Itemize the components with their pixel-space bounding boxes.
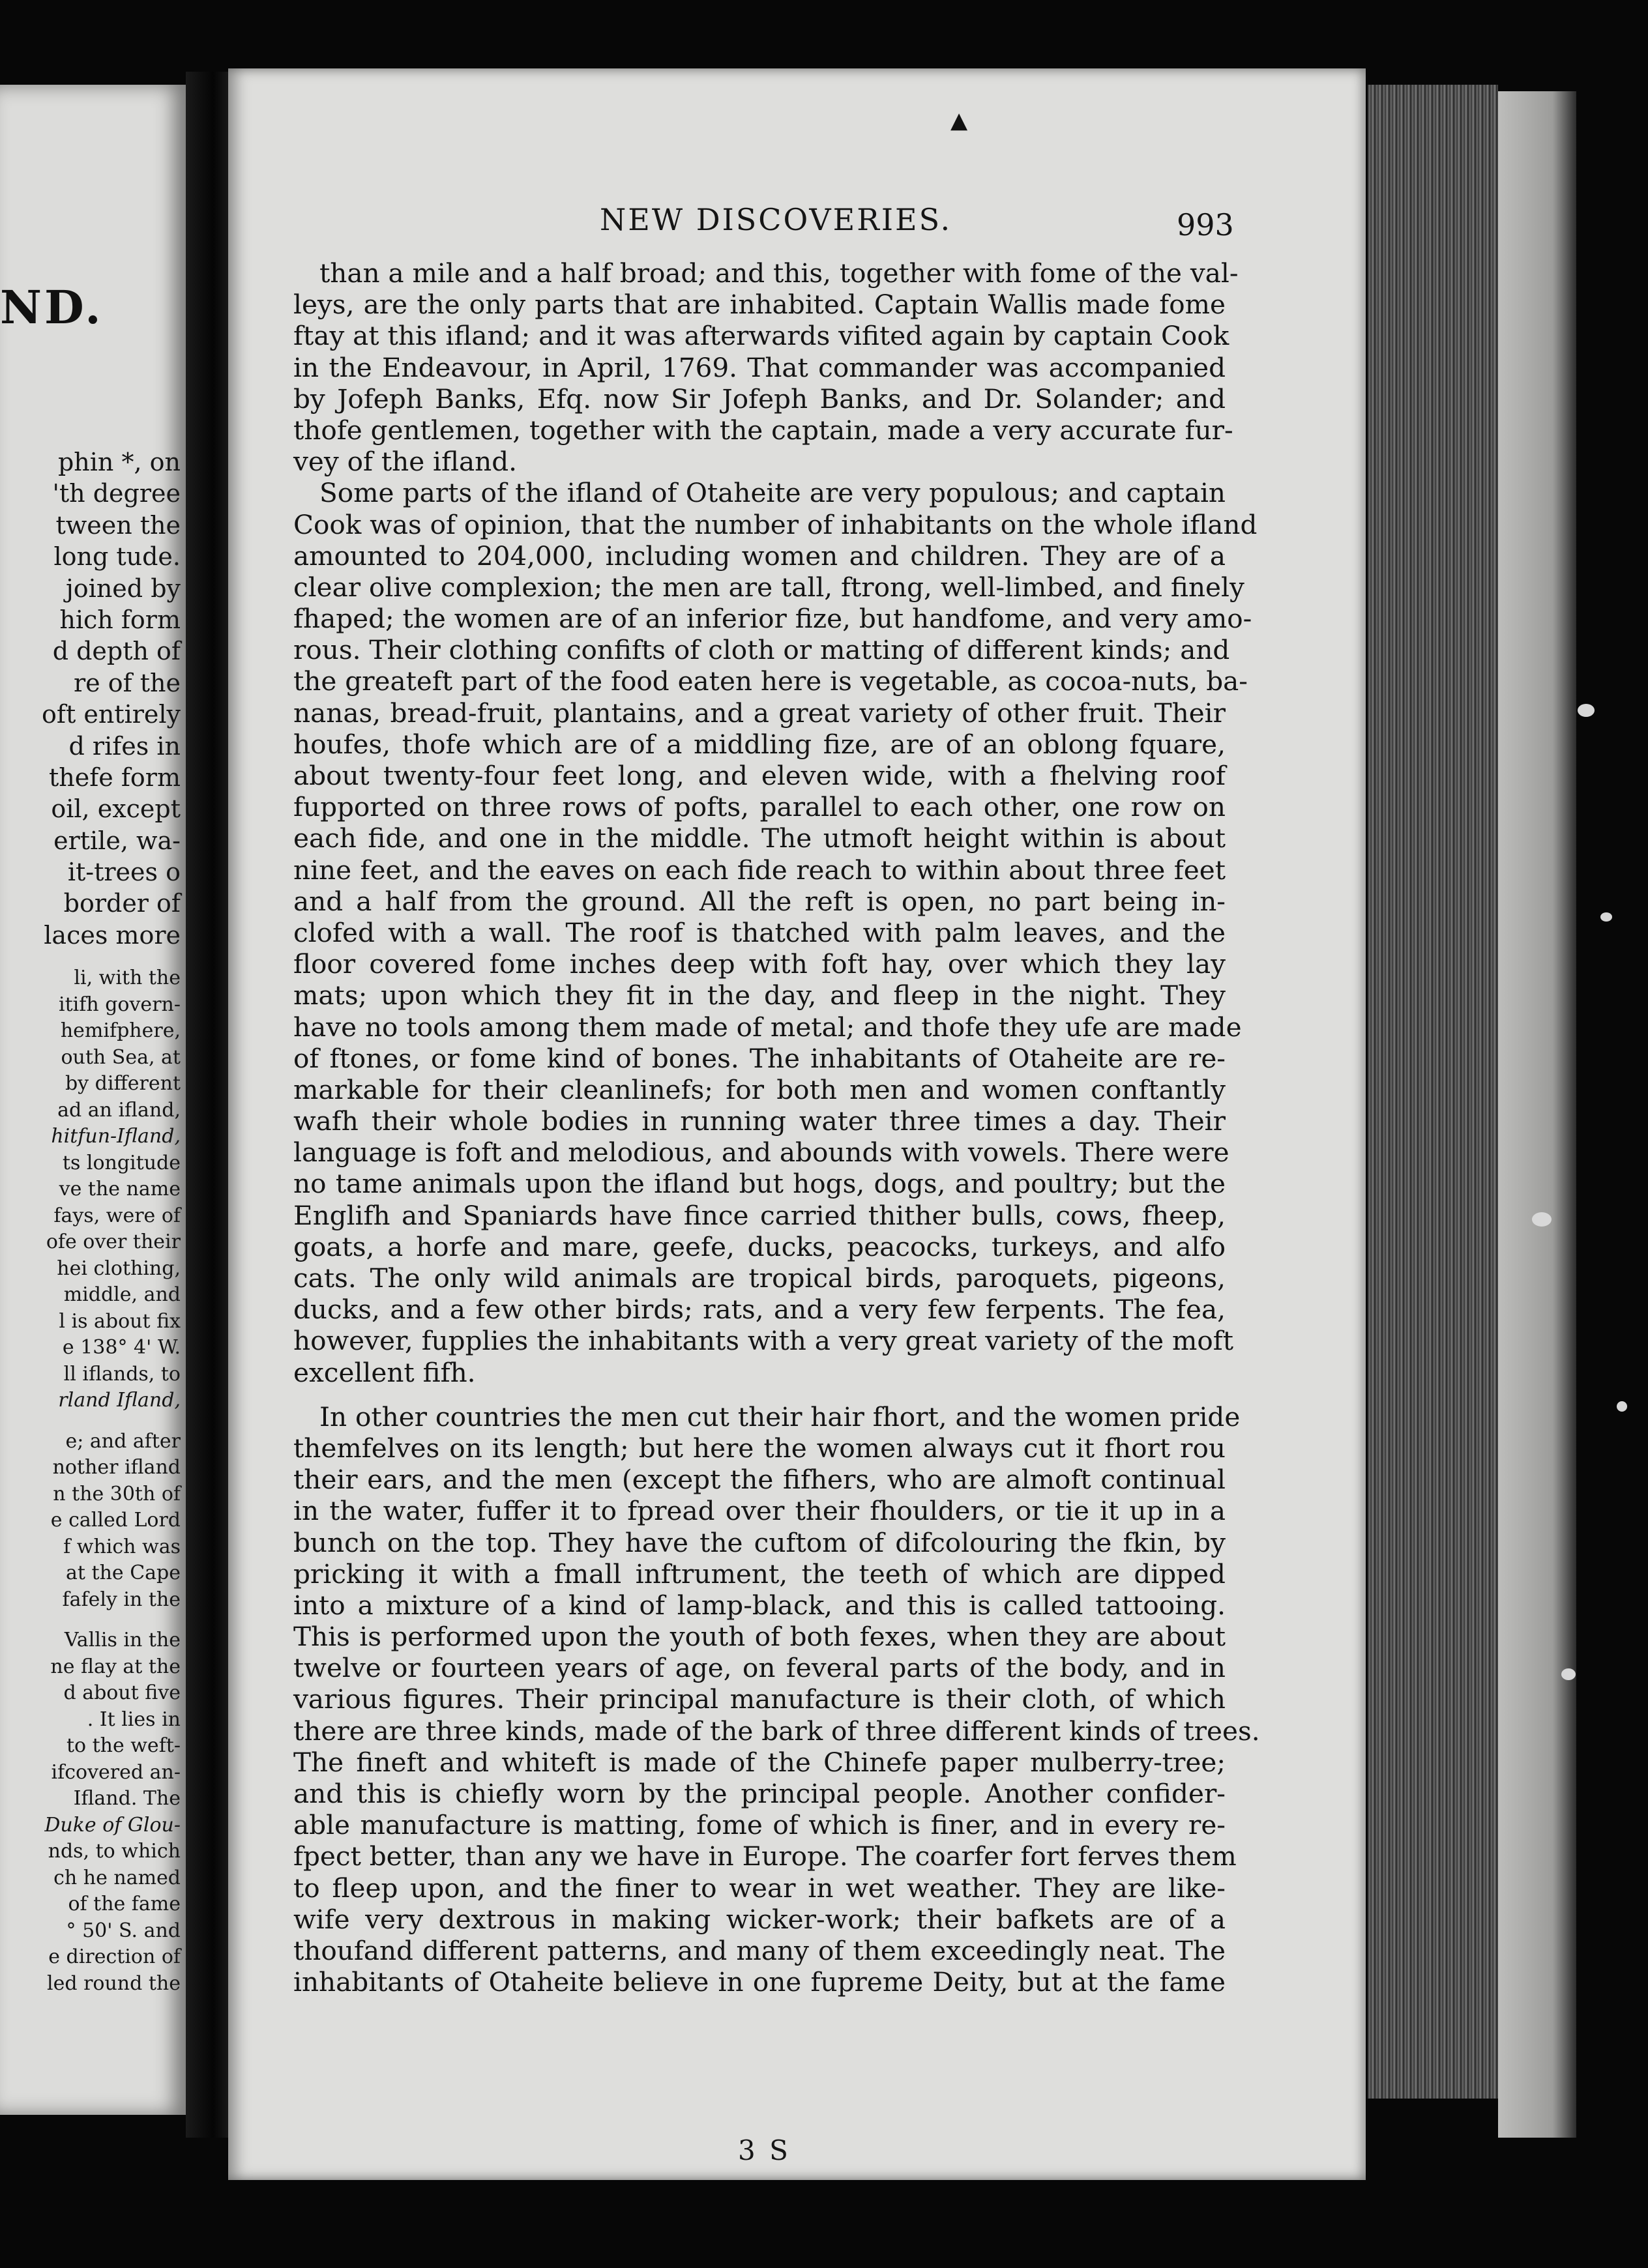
text-line: into a mixture of a kind of lamp-black, and this is called tattooing. xyxy=(293,1589,1226,1621)
left-page-line xyxy=(0,992,186,1019)
text-line: language is foft and melodious, and abounds with vowels. There were xyxy=(293,1137,1229,1169)
left-page-line xyxy=(0,1150,186,1177)
text-line: cats. The only wild animals are tropical birds, paroquets, pigeons, xyxy=(293,1262,1226,1294)
text-line: The fineft and whiteft is made of the Chinefe paper mulberry-tree; xyxy=(293,1746,1226,1778)
text-line: there are three kinds, made of the bark of three different kinds of trees. xyxy=(293,1715,1260,1747)
left-page-line xyxy=(0,1587,186,1614)
text-line: Englifh and Spaniards have fince carried thither bulls, cows, fheep, xyxy=(293,1199,1226,1231)
left-page-line xyxy=(0,699,186,730)
left-page-line xyxy=(0,1481,186,1508)
text-line: clofed with a wall. The roof is thatched with palm leaves, and the xyxy=(293,916,1226,948)
left-page-line-text: outh Sea, at xyxy=(61,1045,181,1069)
left-page-line-text: hei clothing, xyxy=(57,1257,181,1280)
back-cover-edge xyxy=(1498,91,1576,2138)
text-line: goats, a horfe and mare, geefe, ducks, peacocks, turkeys, and alfo xyxy=(293,1230,1226,1262)
left-page-line-text: hemifphere, xyxy=(60,1019,181,1043)
text-line: the greateft part of the food eaten here is vegetable, as cocoa-nuts, ba- xyxy=(293,665,1248,697)
text-line: their ears, and the men (except the fifhers, who are almoft continual xyxy=(293,1464,1226,1496)
text-line: bunch on the top. They have the cuftom of difcolouring the fkin, by xyxy=(293,1526,1226,1558)
left-page-line xyxy=(0,825,186,856)
left-page-line-text: . It lies in xyxy=(87,1708,181,1731)
left-page-line-text: d depth of xyxy=(52,637,181,666)
text-line: twelve or fourteen years of age, on feveral parts of the body, and in xyxy=(293,1652,1226,1684)
left-page-line xyxy=(0,1361,186,1388)
left-page-line-text: oft entirely xyxy=(42,700,181,729)
left-page-line xyxy=(0,1282,186,1309)
left-page-line xyxy=(0,731,186,762)
left-page-line xyxy=(0,762,186,793)
left-page-line xyxy=(0,1176,186,1203)
left-page-line xyxy=(0,635,186,667)
text-line: houfes, thofe which are of a middling fize, are of an oblong fquare, xyxy=(293,728,1226,760)
text-line: of ftones, or fome kind of bones. The inhabitants of Otaheite are re- xyxy=(293,1042,1226,1074)
left-page-line-text: itifh govern- xyxy=(59,993,181,1016)
book-gutter xyxy=(186,72,231,2138)
left-page-line xyxy=(0,1256,186,1283)
left-page-line-text: e; and after xyxy=(65,1429,181,1453)
text-line: ftay at this ifland; and it was afterwards vifited again by captain Cook xyxy=(293,320,1229,352)
left-page-line xyxy=(0,1786,186,1812)
left-page-line xyxy=(0,1309,186,1335)
left-page-line xyxy=(0,1918,186,1945)
left-page-line-text: l is about fix xyxy=(59,1309,181,1333)
page-fore-edge xyxy=(1368,85,1498,2099)
left-page-line-text: re of the xyxy=(74,668,181,697)
left-page-line xyxy=(0,1971,186,1998)
left-page-line-text: thefe form xyxy=(48,763,181,792)
text-line: thoufand different patterns, and many of them exceedingly neat. The xyxy=(293,1934,1226,1966)
left-page-line-text: Ifland. The xyxy=(73,1787,181,1810)
text-line: rous. Their clothing confifts of cloth or matting of different kinds; and xyxy=(293,634,1230,666)
left-page-line xyxy=(0,1124,186,1150)
left-page-line-text: by different xyxy=(65,1072,181,1096)
left-page-line xyxy=(0,1733,186,1760)
text-line: each fide, and one in the middle. The utmoft height within is about xyxy=(293,822,1226,854)
left-page-line xyxy=(0,510,186,541)
left-page-line-text: ofe over their xyxy=(46,1230,181,1254)
background-speck xyxy=(1532,1212,1552,1227)
paragraph xyxy=(293,477,1258,1388)
left-page-line-text: ll iflands, to xyxy=(63,1362,181,1386)
left-page-line-text: border of xyxy=(63,889,181,918)
left-page-line xyxy=(0,1018,186,1045)
left-page-line xyxy=(0,1560,186,1587)
text-line: about twenty-four feet long, and eleven wide, with a fhelving roof xyxy=(293,760,1226,791)
left-page-line xyxy=(0,1388,186,1414)
paragraph xyxy=(293,257,1239,478)
left-page-line-text: li, with the xyxy=(74,967,181,990)
left-page-line-text: nother ifland xyxy=(52,1456,181,1479)
left-page-line-text: joined by xyxy=(66,574,181,603)
left-page-line-text: hich form xyxy=(59,605,181,634)
text-line: nanas, bread-fruit, plantains, and a great variety of other fruit. Their xyxy=(293,697,1226,729)
left-page-line xyxy=(0,1891,186,1918)
left-page-line-text: led round the xyxy=(46,1971,181,1995)
text-line: excellent fifh. xyxy=(293,1356,476,1388)
left-page-line xyxy=(0,604,186,635)
left-page-line xyxy=(0,1203,186,1230)
text-line: in the Endeavour, in April, 1769. That commander was accompanied xyxy=(293,351,1226,383)
main-page xyxy=(228,68,1366,2180)
left-page-line-text: 'th degree xyxy=(52,479,181,508)
left-page-line xyxy=(0,1707,186,1734)
text-line: and a half from the ground. All the reft is open, no part being in- xyxy=(293,885,1226,917)
left-page-line-text: ne flay at the xyxy=(50,1655,181,1678)
left-page-line xyxy=(0,1534,186,1561)
text-line: clear olive complexion; the men are tall, ftrong, well-limbed, and finely xyxy=(293,571,1244,603)
text-line: markable for their cleanlinefs; for both men and women conftantly xyxy=(293,1073,1226,1105)
left-page-line xyxy=(0,478,186,509)
left-page-line xyxy=(0,1680,186,1707)
left-page-line xyxy=(0,446,186,478)
left-page-line-text: f which was xyxy=(63,1535,181,1558)
left-page-line-text: n the 30th of xyxy=(53,1482,181,1505)
left-page-line-text: fafely in the xyxy=(62,1588,181,1611)
left-page-line-text: d about five xyxy=(63,1681,181,1705)
left-page-line-text: hitfun-Ifland, xyxy=(51,1125,181,1148)
left-page-line-text: d rifes in xyxy=(68,731,181,761)
background-speck xyxy=(1600,912,1612,922)
left-page-line-text: ve the name xyxy=(59,1178,181,1201)
text-line: ducks, and a few other birds; rats, and a very few ferpents. The fea, xyxy=(293,1294,1226,1326)
left-page-line-text: it-trees o xyxy=(67,858,181,887)
text-line: In other countries the men cut their hair fhort, and the women pride xyxy=(319,1401,1241,1432)
signature-mark: 3 S xyxy=(738,2134,791,2166)
text-line: by Jofeph Banks, Efq. now Sir Jofeph Banks, and Dr. Solander; and xyxy=(293,383,1226,414)
left-page-line xyxy=(0,573,186,604)
left-page-line-text: ch he named xyxy=(53,1866,181,1889)
background-speck xyxy=(1561,1668,1576,1680)
left-page-line xyxy=(0,1429,186,1455)
left-page-line xyxy=(0,1229,186,1256)
text-line: and this is chiefly worn by the principal people. Another confider- xyxy=(293,1778,1226,1809)
left-page-line xyxy=(0,667,186,699)
text-line: themfelves on its length; but here the women always cut it fhort rou xyxy=(293,1432,1226,1464)
left-page-line-text: tween the xyxy=(55,510,181,540)
text-line: fhaped; the women are of an inferior fize, but handfome, and very amo- xyxy=(293,603,1252,635)
text-line: Some parts of the ifland of Otaheite are very populous; and captain xyxy=(319,477,1226,509)
left-page-line-text: e direction of xyxy=(48,1945,181,1969)
background-speck xyxy=(1617,1401,1627,1412)
text-line: nine feet, and the eaves on each fide reach to within about three feet xyxy=(293,854,1226,886)
left-page-line-text: oil, except xyxy=(51,794,181,824)
text-line: fupported on three rows of pofts, parallel to each other, one row on xyxy=(293,791,1226,823)
body-text xyxy=(293,257,1260,1998)
text-line: mats; upon which they fit in the day, and fleep in the night. They xyxy=(293,980,1226,1011)
left-page-line-text: at the Cape xyxy=(66,1562,181,1585)
left-page-line xyxy=(0,1944,186,1971)
left-page-line-text: of the fame xyxy=(68,1893,181,1916)
text-line: have no tools among them made of metal; and thofe they ufe are made xyxy=(293,1011,1242,1043)
paragraph xyxy=(293,1401,1260,1998)
left-page-line-text: middle, and xyxy=(63,1283,181,1307)
text-line: inhabitants of Otaheite believe in one fupreme Deity, but at the fame xyxy=(293,1966,1226,1998)
text-line: no tame animals upon the ifland but hogs, dogs, and poultry; but the xyxy=(293,1168,1226,1200)
left-page-line-text: ts longitude xyxy=(62,1151,181,1174)
left-page-line-text: ifcovered an- xyxy=(51,1760,181,1784)
left-page-line xyxy=(0,965,186,992)
left-page-heading: ND. xyxy=(0,280,104,334)
text-line: in the water, fuffer it to fpread over their fhoulders, or tie it up in a xyxy=(293,1495,1226,1527)
left-page-line xyxy=(0,1455,186,1481)
left-page-line xyxy=(0,1812,186,1839)
left-page-line xyxy=(0,1507,186,1534)
left-page-line xyxy=(0,1865,186,1892)
text-line: amounted to 204,000, including women and children. They are of a xyxy=(293,540,1226,572)
left-page-line-text: to the weft- xyxy=(66,1734,181,1758)
text-line: Cook was of opinion, that the number of inhabitants on the whole ifland xyxy=(293,508,1258,540)
left-page-line-text: Duke of Glou- xyxy=(44,1813,181,1837)
left-page-line-text: Vallis in the xyxy=(64,1629,181,1652)
left-page-line xyxy=(0,1098,186,1124)
text-line: floor covered fome inches deep with foft hay, over which they lay xyxy=(293,948,1226,980)
text-line: leys, are the only parts that are inhabited. Captain Wallis made fome xyxy=(293,289,1226,321)
text-line: than a mile and a half broad; and this, together with fome of the val- xyxy=(319,257,1239,289)
left-page-line xyxy=(0,1654,186,1681)
left-page-line-text: fays, were of xyxy=(53,1204,181,1227)
running-head: NEW DISCOVERIES. xyxy=(600,202,952,237)
text-line: thofe gentlemen, together with the captain, made a very accurate fur- xyxy=(293,414,1233,446)
background-speck xyxy=(1578,704,1595,717)
left-page-line-text: ad an ifland, xyxy=(57,1098,181,1122)
left-page-line xyxy=(0,1045,186,1071)
left-page-line xyxy=(0,1335,186,1361)
left-page-line xyxy=(0,793,186,824)
left-page-line xyxy=(0,920,186,951)
text-line: pricking it with a fmall inftrument, the teeth of which are dipped xyxy=(293,1558,1226,1590)
catchword-mark: ▲ xyxy=(950,108,968,134)
left-page-line-text: long tude. xyxy=(53,542,181,572)
text-line: This is performed upon the youth of both fexes, when they are about xyxy=(293,1621,1226,1653)
left-page-line-text: e called Lord xyxy=(50,1509,181,1532)
left-page-line-text: rland Ifland, xyxy=(58,1389,181,1412)
left-page-line-text: laces more xyxy=(44,920,181,950)
left-page-line-text: nds, to which xyxy=(48,1840,181,1863)
left-page-line xyxy=(0,1760,186,1786)
left-page-text-column xyxy=(0,446,186,1997)
text-line: wife very dextrous in making wicker-work; their bafkets are of a xyxy=(293,1903,1226,1935)
page-number: 993 xyxy=(1177,207,1234,242)
text-line: vey of the ifland. xyxy=(293,446,518,478)
left-page-line-text: ° 50' S. and xyxy=(66,1919,181,1942)
left-page-line xyxy=(0,888,186,919)
left-facing-page xyxy=(0,85,186,2115)
left-page-line xyxy=(0,856,186,888)
left-page-line-text: e 138° 4' W. xyxy=(62,1336,181,1359)
text-line: fpect better, than any we have in Europe. The coarfer fort ferves them xyxy=(293,1840,1237,1872)
text-line: able manufacture is matting, fome of which is finer, and in every re- xyxy=(293,1809,1226,1841)
text-line: various figures. Their principal manufacture is their cloth, of which xyxy=(293,1683,1226,1715)
left-page-line xyxy=(0,541,186,572)
left-page-line xyxy=(0,1627,186,1654)
left-page-line xyxy=(0,1839,186,1865)
left-page-line-text: phin *, on xyxy=(57,448,181,476)
text-line: wafh their whole bodies in running water three times a day. Their xyxy=(293,1105,1226,1137)
text-line: to fleep upon, and the finer to wear in wet weather. They are like- xyxy=(293,1872,1226,1904)
left-page-line xyxy=(0,1071,186,1098)
left-page-line-text: ertile, wa- xyxy=(53,826,181,855)
text-line: however, fupplies the inhabitants with a very great variety of the moft xyxy=(293,1325,1234,1357)
